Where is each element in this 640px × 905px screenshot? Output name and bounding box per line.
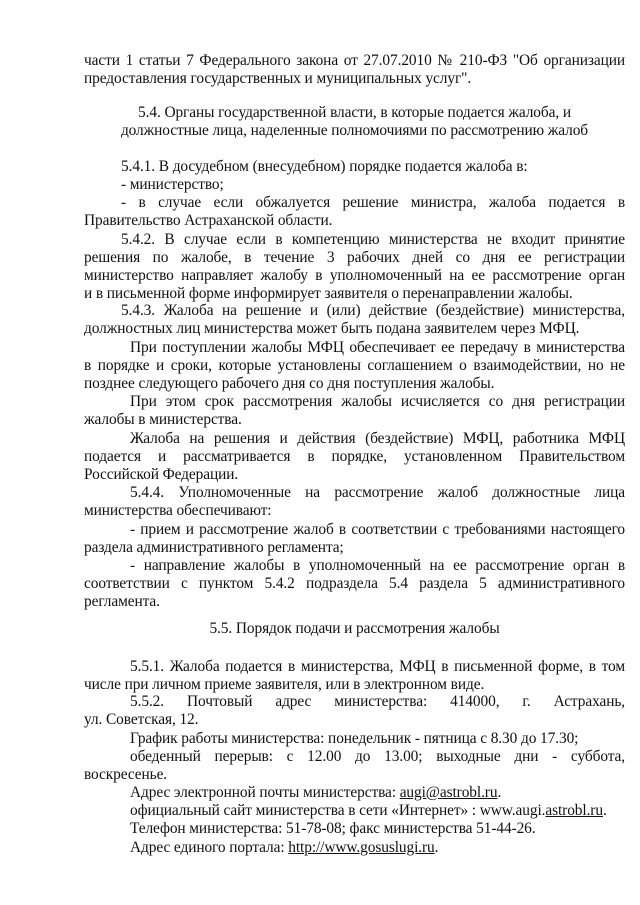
text-line: - прием и рассмотрение жалоб в соответствии с требованиями настоящего bbox=[130, 521, 625, 538]
section-heading: 5.4. Органы государственной власти, в которые подается жалоба, и bbox=[138, 104, 571, 121]
email-label: Адрес электронной почты министерства: bbox=[130, 784, 400, 801]
text-line: предоставления государственных и муниципальных услуг". bbox=[84, 70, 472, 87]
portal-line bbox=[130, 839, 625, 857]
text-line: Правительство Астраханской области. bbox=[84, 212, 333, 229]
portal-link[interactable]: http://www.gosuslugi.ru bbox=[288, 839, 435, 856]
text-line: - в случае если обжалуется решение министра, жалоба подается в bbox=[121, 194, 625, 211]
text-line: обеденный перерыв: с 12.00 до 13.00; выходные дни - суббота, bbox=[130, 748, 625, 765]
text-line: соответствии с пунктом 5.4.2 подраздела 5.4 раздела 5 административного bbox=[84, 575, 625, 592]
text-line: При поступлении жалобы МФЦ обеспечивает ее передачу в министерства bbox=[130, 339, 625, 356]
website-link[interactable]: astrobl.ru bbox=[545, 802, 603, 819]
text-line: в порядке и сроки, которые установлены соглашением о взаимодействии, но не bbox=[84, 357, 625, 374]
phone-line: Телефон министерства: 51-78-08; факс министерства 51-44-26. bbox=[130, 820, 536, 837]
text-line: подается и рассматривается в порядке, установленном Правительством bbox=[84, 448, 625, 465]
portal-label: Адрес единого портала: bbox=[130, 839, 289, 856]
text-line: 5.4.4. Уполномоченные на рассмотрение жалоб должностные лица bbox=[130, 484, 625, 501]
text-line: воскресенье. bbox=[84, 766, 168, 783]
text-line: Жалоба на решения и действия (бездействие) МФЦ, работника МФЦ bbox=[130, 430, 625, 447]
text-line: регламента. bbox=[84, 593, 160, 610]
section-heading: 5.5. Порядок подачи и рассмотрения жалобы bbox=[209, 620, 500, 637]
website-label: официальный сайт министерства в сети «Интернет» : www.augi. bbox=[130, 802, 546, 819]
email-end: . bbox=[497, 784, 502, 801]
text-line: 5.4.3. Жалоба на решение и (или) действие (бездействие) министерства, bbox=[121, 302, 625, 319]
text-line: позднее следующего рабочего дня со дня поступления жалобы. bbox=[84, 375, 495, 392]
email-link[interactable]: augi@astrobl.ru bbox=[399, 784, 498, 801]
text-line: График работы министерства: понедельник - пятница с 8.30 до 17.30; bbox=[130, 730, 579, 747]
section-heading: должностные лица, наделенные полномочиями по рассмотрению жалоб bbox=[120, 122, 589, 139]
text-line: жалобы в министерства. bbox=[84, 411, 242, 428]
text-line: должностных лиц министерства может быть подана заявителем через МФЦ. bbox=[84, 320, 580, 337]
text-line: При этом срок рассмотрения жалобы исчисляется со дня регистрации bbox=[130, 393, 625, 410]
text-line: Российской Федерации. bbox=[84, 466, 239, 483]
text-line: раздела административного регламента; bbox=[84, 539, 344, 556]
text-line: ул. Советская, 12. bbox=[84, 711, 199, 728]
text-line: 5.4.1. В досудебном (внесудебном) порядке подается жалоба в: bbox=[121, 158, 528, 175]
text-line: 5.5.2. Почтовый адрес министерства: 414000, г. Астрахань, bbox=[130, 693, 625, 710]
text-line: министерства обеспечивают: bbox=[84, 502, 272, 519]
text-line: 5.5.1. Жалоба подается в министерства, МФЦ в письменной форме, в том bbox=[130, 658, 625, 675]
text-line: - направление жалобы в уполномоченный на ее рассмотрение орган в bbox=[130, 557, 625, 574]
text-line: числе при личном приеме заявителя, или в электронном виде. bbox=[84, 676, 485, 693]
text-line: решения по жалобе, в течение 3 рабочих дней со дня ее регистрации bbox=[84, 249, 625, 266]
text-line: - министерство; bbox=[121, 176, 224, 193]
text-line: министерство направляет жалобу в уполномоченный на ее рассмотрение орган bbox=[84, 267, 625, 284]
email-line bbox=[130, 784, 625, 802]
portal-end: . bbox=[434, 839, 439, 856]
text-line: части 1 статьи 7 Федерального закона от 27.07.2010 № 210-ФЗ "Об организации bbox=[84, 52, 625, 69]
website-end: . bbox=[602, 802, 607, 819]
text-line: 5.4.2. В случае если в компетенцию министерства не входит принятие bbox=[121, 231, 625, 248]
text-line: и в письменной форме информирует заявителя о перенаправлении жалобы. bbox=[84, 285, 573, 302]
website-line bbox=[130, 802, 625, 820]
